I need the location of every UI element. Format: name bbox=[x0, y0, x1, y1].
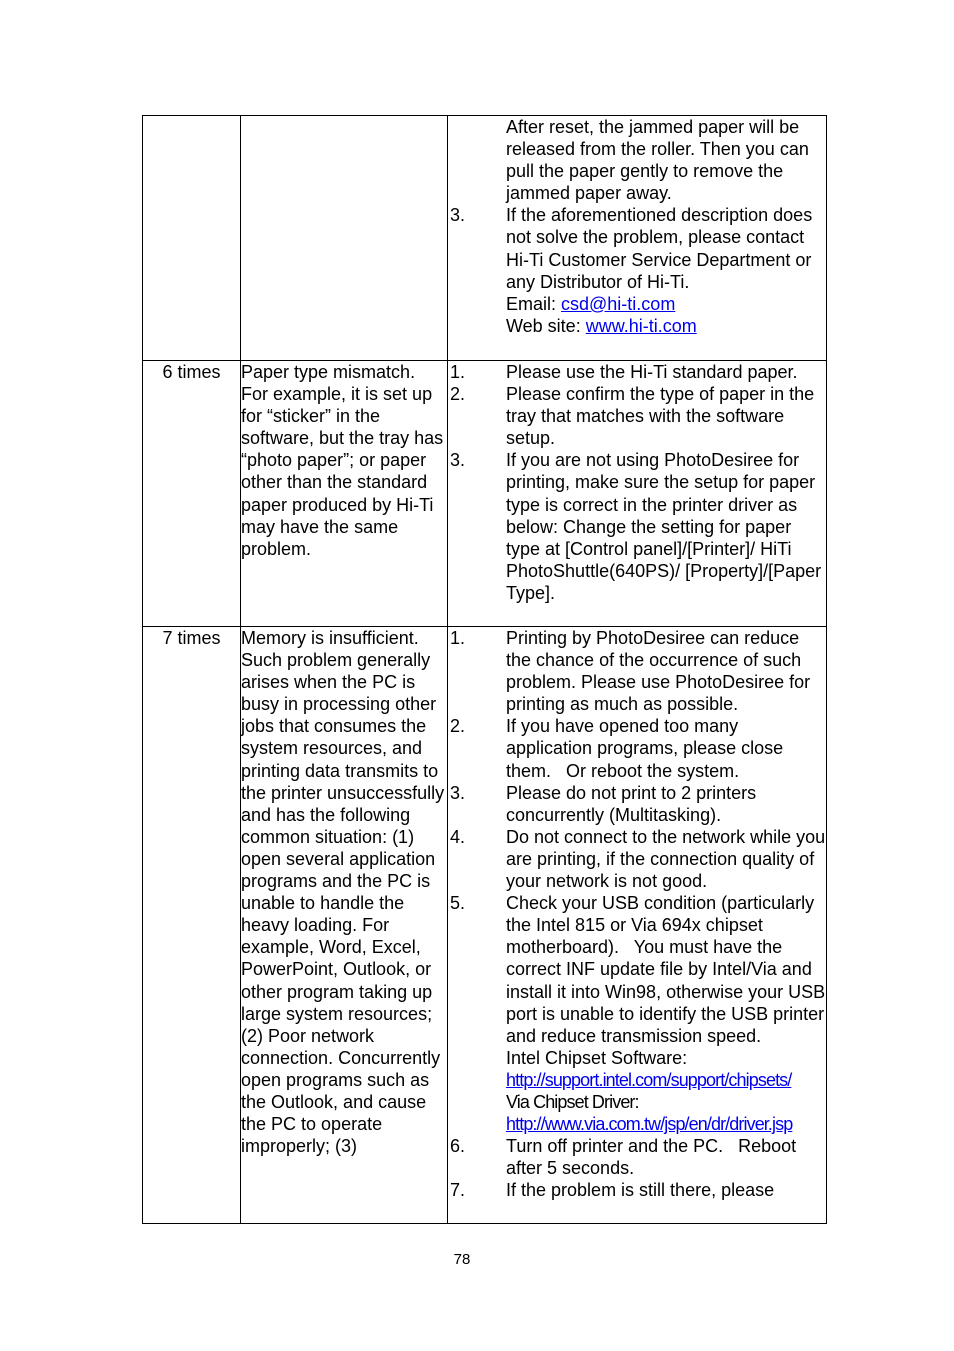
table-row bbox=[143, 116, 827, 361]
intel-label: Intel Chipset Software: bbox=[506, 1047, 688, 1068]
step-text: Turn off printer and the PC. Reboot after 5 seconds. bbox=[506, 1136, 797, 1179]
email-link[interactable]: csd@hi-ti.com bbox=[561, 293, 676, 314]
solution-cell bbox=[448, 627, 827, 1224]
list-item bbox=[448, 627, 826, 715]
solution-cell bbox=[448, 116, 827, 361]
step-text: If the problem is still there, please bbox=[506, 1180, 775, 1201]
cause-cell bbox=[241, 116, 448, 361]
intel-link[interactable]: http://support.intel.com/support/chipsets/ bbox=[506, 1069, 792, 1090]
list-item bbox=[448, 826, 826, 892]
list-item bbox=[448, 361, 826, 383]
list-item bbox=[448, 204, 826, 337]
step-number: 4. bbox=[450, 826, 466, 847]
step-text: Do not connect to the network while you are printing, if the connection quality of your network is not good. bbox=[506, 826, 826, 892]
cause-cell: Memory is insufficient. Such problem generally arises when the PC is busy in processing other jobs that consumes the system resources, and printing data transmits to the printer unsuccessfully and has the following common situation: (1) open several application programs and the PC is unable to handle the heavy loading. For example, Word, Excel, PowerPoint, Outlook, or other program taking up large system resources; (2) Poor network connection. Concurrently open programs such as the Outlook, and cause the PC to operate improperly; (3) bbox=[241, 627, 448, 1224]
step-text: Printing by PhotoDesiree can reduce the chance of the occurrence of such problem. Please use PhotoDesiree for printing as much as possible. bbox=[506, 628, 811, 715]
list-item bbox=[448, 715, 826, 781]
step-text: Check your USB condition (particularly the Intel 815 or Via 694x chipset motherboard). You must have the correct INF update file by Intel/Via and install it into Win98, otherwise your USB port is unable to identify the USB printer and reduce transmission speed. bbox=[506, 893, 826, 1046]
step-number: 7. bbox=[450, 1180, 466, 1201]
step-text: Please confirm the type of paper in the tray that matches with the software setup. bbox=[506, 384, 815, 449]
list-item bbox=[448, 892, 826, 1135]
list-item bbox=[448, 1179, 826, 1201]
step-text: Please use the Hi-Ti standard paper. bbox=[506, 362, 798, 382]
list-item bbox=[448, 1135, 826, 1179]
step-number: 5. bbox=[450, 893, 466, 914]
step-number: 3. bbox=[450, 450, 466, 471]
step-text: If the aforementioned description does not solve the problem, please contact Hi-Ti Customer Service Department or any Distributor of Hi-Ti. bbox=[506, 205, 813, 292]
step-text: If you are not using PhotoDesiree for printing, make sure the setup for paper type is correct in the printer driver as below: Change the setting for paper type at [Control panel]/[Printer]/ HiTi PhotoShuttle(640PS)/ [Property]/[Paper Type]. bbox=[506, 450, 822, 603]
list-item bbox=[448, 782, 826, 826]
troubleshooting-table bbox=[142, 115, 827, 1224]
continuation-text: After reset, the jammed paper will be released from the roller. Then you can pull the paper gently to remove the jammed paper away. bbox=[506, 117, 809, 204]
website-label: Web site: bbox=[506, 315, 586, 336]
step-number: 1. bbox=[450, 362, 466, 382]
times-cell: 7 times bbox=[143, 627, 241, 1224]
page-number: 78 bbox=[453, 1251, 471, 1268]
list-item bbox=[448, 449, 826, 604]
table-row bbox=[143, 361, 827, 627]
step-number: 3. bbox=[450, 782, 466, 803]
via-link[interactable]: http://www.via.com.tw/jsp/en/dr/driver.jsp bbox=[506, 1114, 793, 1135]
step-text: If you have opened too many application programs, please close them. Or reboot the system. bbox=[506, 716, 784, 781]
times-cell bbox=[143, 116, 241, 361]
website-link[interactable]: www.hi-ti.com bbox=[585, 315, 697, 336]
times-cell: 6 times bbox=[143, 361, 241, 627]
email-label: Email: bbox=[506, 293, 562, 314]
list-item bbox=[448, 116, 826, 204]
solution-cell bbox=[448, 361, 827, 627]
step-number: 6. bbox=[450, 1136, 466, 1157]
via-label: Via Chipset Driver: bbox=[506, 1091, 639, 1112]
step-number: 2. bbox=[450, 384, 466, 405]
step-number: 2. bbox=[450, 716, 466, 737]
step-number: 3. bbox=[450, 205, 466, 226]
step-text: Please do not print to 2 printers concurrently (Multitasking). bbox=[506, 782, 757, 825]
step-number: 1. bbox=[450, 628, 466, 648]
table-row bbox=[143, 627, 827, 1224]
cause-cell: Paper type mismatch. For example, it is set up for “sticker” in the software, but the tray has “photo paper”; or paper other than the standard paper produced by Hi-Ti may have the same problem. bbox=[241, 361, 448, 627]
list-item bbox=[448, 383, 826, 449]
